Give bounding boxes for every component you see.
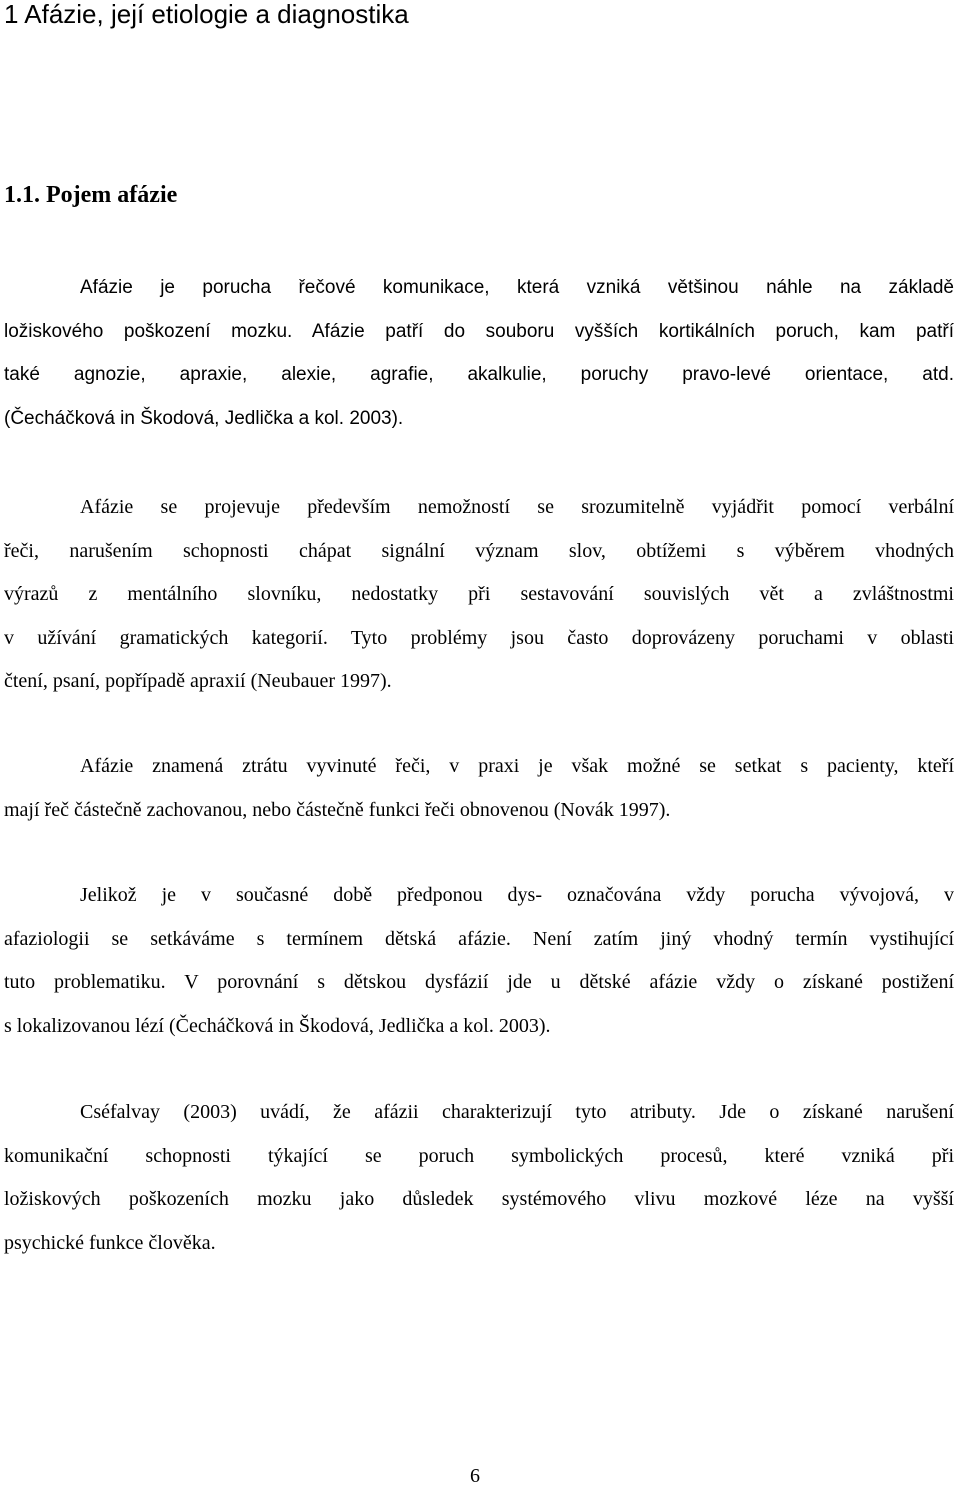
chapter-heading: 1 Afázie, její etiologie a diagnostika (4, 0, 409, 29)
paragraph-line: mají řeč částečně zachovanou, nebo částečně funkci řeči obnovenou (Novák 1997). (4, 798, 671, 821)
paragraph-line: ložiskových poškozeních mozku jako důsledek systémového vlivu mozkové léze na vyšší (4, 1188, 954, 1210)
paragraph-2 (4, 486, 954, 704)
page-number: 6 (470, 1465, 480, 1487)
paragraph-line: Afázie se projevuje především nemožností se srozumitelně vyjádřit pomocí verbální (80, 496, 954, 518)
paragraph-5 (4, 1091, 954, 1265)
paragraph-line: ložiskového poškození mozku. Afázie patří do souboru vyšších kortikálních poruch, kam patří (4, 320, 954, 342)
paragraph-line: s lokalizovanou lézí (Čecháčková in Škodová, Jedlička a kol. 2003). (4, 1014, 551, 1037)
paragraph-line: řeči, narušením schopnosti chápat signální význam slov, obtížemi s výběrem vhodných (4, 539, 954, 562)
paragraph-line: Afázie znamená ztrátu vyvinuté řeči, v praxi je však možné se setkat s pacienty, kteří (80, 755, 954, 777)
paragraph-line: také agnozie, apraxie, alexie, agrafie, akalkulie, poruchy pravo-levé orientace, atd. (4, 364, 954, 385)
paragraph-line: výrazů z mentálního slovníku, nedostatky při sestavování souvislých vět a zvláštnostmi (4, 583, 954, 605)
paragraph-line: čtení, psaní, popřípadě apraxií (Neubauer 1997). (4, 670, 392, 692)
paragraph-line: Jelikož je v současné době předponou dys- označována vždy porucha vývojová, v (80, 884, 954, 906)
paragraph-line: (Čecháčková in Škodová, Jedlička a kol. 2003). (4, 407, 404, 429)
paragraph-3 (4, 745, 954, 832)
paragraph-line: Cséfalvay (2003) uvádí, že afázii charakterizují tyto atributy. Jde o získané narušení (80, 1101, 954, 1123)
paragraph-line: komunikační schopnosti týkající se poruch symbolických procesů, které vzniká při (4, 1144, 954, 1167)
paragraph-line: psychické funkce člověka. (4, 1231, 216, 1254)
paragraph-line: v užívání gramatických kategorií. Tyto problémy jsou často doprovázeny poruchami v oblasti (4, 626, 954, 649)
section-heading: 1.1. Pojem afázie (4, 182, 178, 208)
paragraph-line: afaziologii se setkáváme s termínem dětská afázie. Není zatím jiný vhodný termín vystihující (4, 927, 954, 950)
paragraph-line: Afázie je porucha řečové komunikace, která vzniká většinou náhle na základě (80, 277, 954, 298)
paragraph-line: tuto problematiku. V porovnání s dětskou dysfázií jde u dětské afázie vždy o získané postižení (4, 971, 954, 993)
paragraph-1 (4, 266, 954, 440)
paragraph-4 (4, 874, 954, 1048)
